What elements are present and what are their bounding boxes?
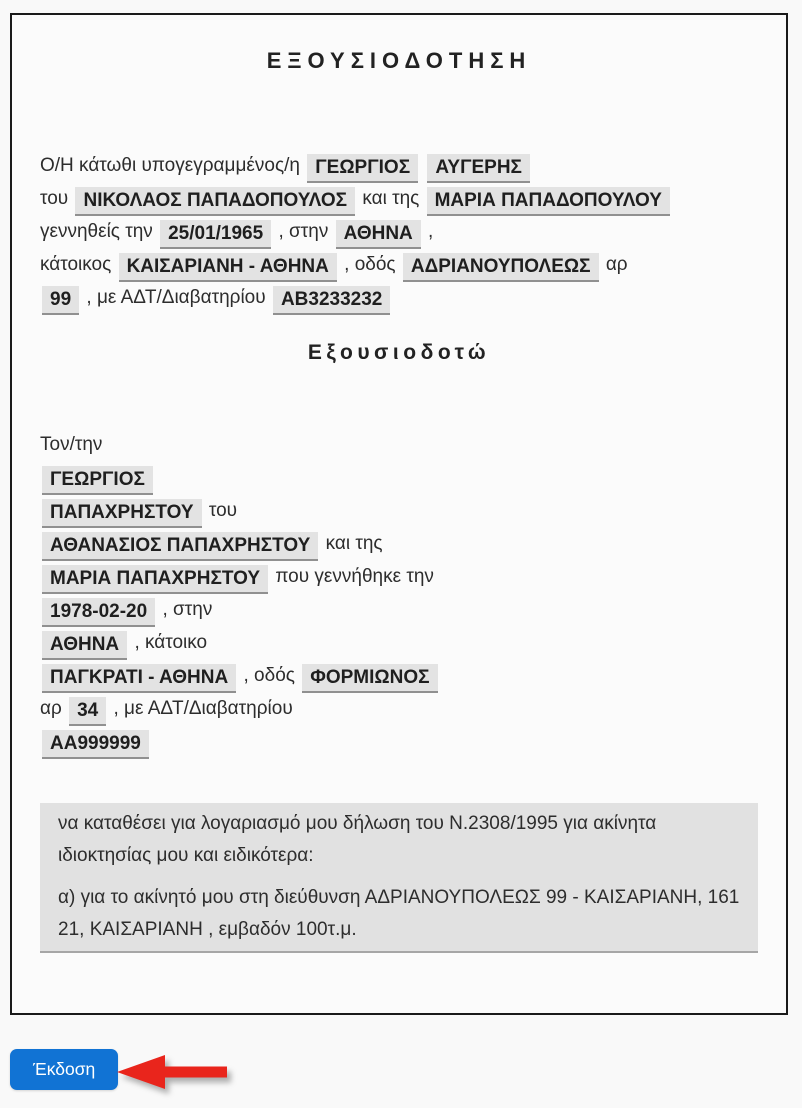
document-subtitle: Εξουσιοδοτώ [307,341,491,364]
grantor-section [40,150,758,315]
grantor-street-no-label: αρ [605,254,628,275]
grantor-id-number-field: ΑΒ3233232 [273,286,390,315]
grantor-mother-name-field: ΜΑΡΙΑ ΠΑΠΑΔΟΠΟΥΛΟΥ [427,187,670,216]
grantor-birth-place-label: , στην [278,221,329,242]
grantor-birth-label: γεννηθείς την [40,221,153,242]
grantee-line-10 [40,726,758,759]
grantor-line-1 [40,150,758,183]
grantor-residence-label: κάτοικος [40,254,112,275]
grantee-birth-place-label: , στην [162,598,213,620]
declaration-note-paragraph-2: α) για το ακίνητό μου στη διεύθυνση ΑΔΡΙΑΝΟΥΠΟΛΕΩΣ 99 - ΚΑΙΣΑΡΙΑΝΗ, 161 21, ΚΑΙΣΑΡΙΑΝΗ , εμβαδόν 100τ.μ. [58,886,740,940]
grantee-residence-field: ΠΑΓΚΡΑΤΙ - ΑΘΗΝΑ [42,664,236,693]
grantor-father-label: του [40,188,69,209]
grantee-section [40,429,758,759]
grantee-residence-label: , κάτοικο [134,631,208,653]
grantee-line-8 [40,660,758,693]
document-title: ΕΞΟΥΣΙΟΔΟΤΗΣΗ [266,48,532,73]
grantor-residence-field: ΚΑΙΣΑΡΙΑΝΗ - ΑΘΗΝΑ [119,253,337,282]
grantee-mother-name-field: ΜΑΡΙΑ ΠΑΠΑΧΡΗΣΤΟΥ [42,565,268,594]
grantor-line-2 [40,183,758,216]
grantor-line-3 [40,216,758,249]
grantee-street-no-label: αρ [40,697,62,719]
grantee-father-label: του [208,499,238,521]
grantor-father-name-field: ΝΙΚΟΛΑΟΣ ΠΑΠΑΔΟΠΟΥΛΟΣ [75,187,355,216]
grantee-id-label: , με ΑΔΤ/Διαβατηρίου [113,697,293,719]
submit-button[interactable]: Έκδοση [10,1049,118,1090]
grantor-line-5 [40,282,758,315]
grantee-line-2 [40,462,758,495]
grantee-father-name-field: ΑΘΑΝΑΣΙΟΣ ΠΑΠΑΧΡΗΣΤΟΥ [42,532,318,561]
grantor-street-no-field: 99 [42,286,79,315]
grantee-street-no-field: 34 [69,697,106,726]
declaration-note-paragraph-1: να καταθέσει για λογαριασμό μου δήλωση του Ν.2308/1995 για ακίνητα ιδιοκτησίας μου και ειδικότερα: [58,812,657,866]
red-arrow-icon [117,1055,229,1089]
grantor-birth-place-suffix: , [428,221,434,242]
grantee-id-number-field: ΑΑ999999 [42,730,149,759]
grantee-line-9 [40,693,758,726]
grantor-street-field: ΑΔΡΙΑΝΟΥΠΟΛΕΩΣ [403,253,599,282]
grantee-line-7 [40,627,758,660]
grantee-line-3 [40,495,758,528]
grantor-last-name-field: ΑΥΓΕΡΗΣ [427,154,530,183]
grantee-birth-place-field: ΑΘΗΝΑ [42,631,127,660]
grantor-id-label: , με ΑΔΤ/Διαβατηρίου [86,287,266,308]
grantee-birth-label: που γεννήθηκε την [275,565,434,587]
grantor-birth-date-field: 25/01/1965 [160,220,271,249]
grantor-first-name-field: ΓΕΩΡΓΙΟΣ [307,154,418,183]
grantor-line-4 [40,249,758,282]
grantor-intro-label: Ο/Η κάτωθι υπογεγραμμένος/η [40,155,300,176]
grantee-intro-label: Τον/την [40,434,103,455]
grantor-birth-place-field: ΑΘΗΝΑ [336,220,421,249]
grantee-line-6 [40,594,758,627]
grantee-mother-label: και της [325,532,383,554]
grantee-first-name-field: ΓΕΩΡΓΙΟΣ [42,466,153,495]
authorization-document [10,13,788,1015]
grantee-birth-date-field: 1978-02-20 [42,598,155,627]
grantor-street-label: , οδός [344,254,396,275]
grantee-line-5 [40,561,758,594]
grantee-last-name-field: ΠΑΠΑΧΡΗΣΤΟΥ [42,499,202,528]
grantee-street-field: ΦΟΡΜΙΩΝΟΣ [302,664,437,693]
grantee-line-4 [40,528,758,561]
declaration-note [40,803,758,953]
grantee-line-1 [40,429,758,462]
grantee-street-label: , οδός [243,664,295,686]
grantor-mother-label: και της [362,188,420,209]
